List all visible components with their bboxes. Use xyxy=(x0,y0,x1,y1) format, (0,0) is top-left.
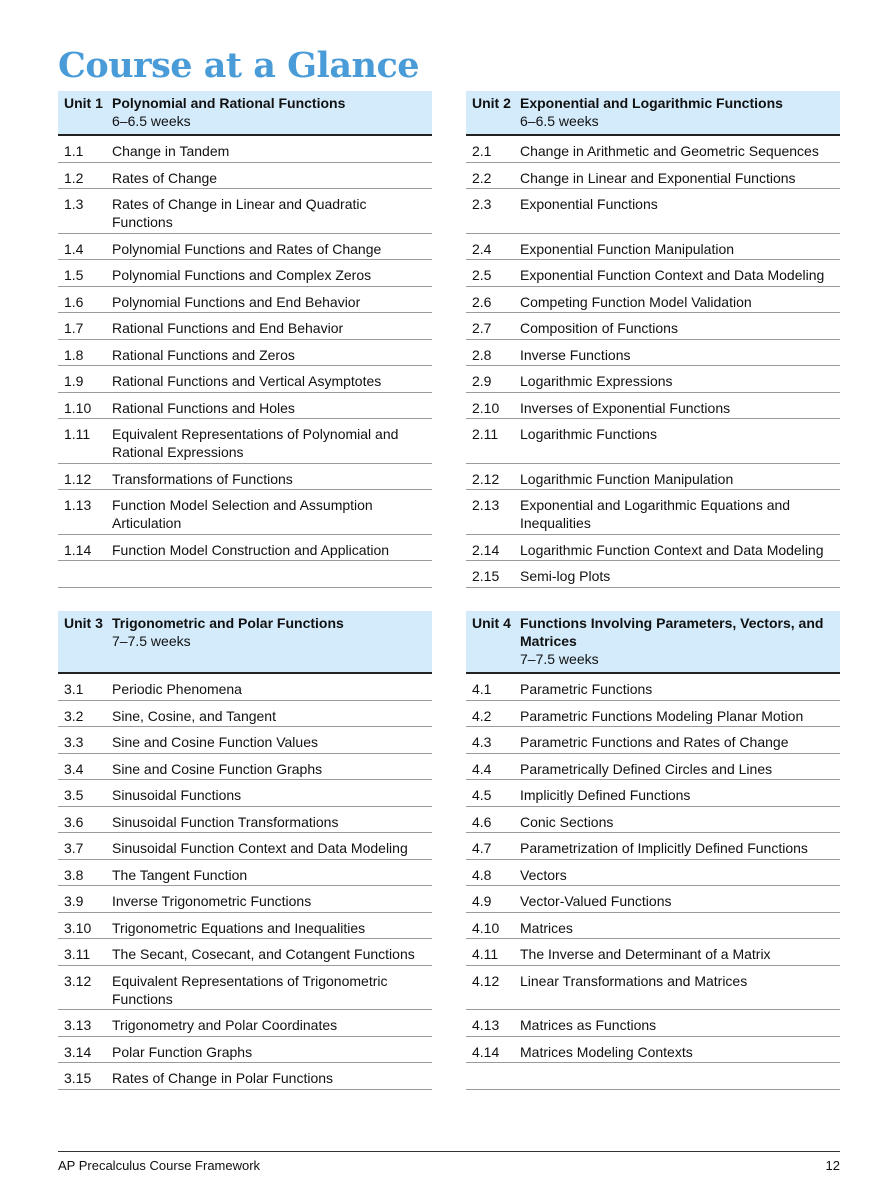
topic-title: Polynomial Functions and End Behavior xyxy=(112,293,361,310)
topic-title: Rational Functions and Holes xyxy=(112,399,295,416)
topic-row xyxy=(58,939,432,966)
topic-row xyxy=(58,1010,432,1037)
unit-3-table xyxy=(58,611,432,1090)
unit-name: Polynomial and Rational Functions xyxy=(112,95,346,111)
topic-number: 1.13 xyxy=(64,497,92,513)
topic-number: 2.6 xyxy=(472,293,492,310)
topic-title: Logarithmic Function Manipulation xyxy=(520,470,734,487)
topic-number: 1.6 xyxy=(64,293,84,310)
topic-number: 2.15 xyxy=(472,568,500,584)
topic-title: The Secant, Cosecant, and Cotangent Functions xyxy=(112,946,415,962)
topic-title: Transformations of Functions xyxy=(112,470,293,487)
topic-row xyxy=(58,535,432,562)
topic-title: Inverses of Exponential Functions xyxy=(520,399,731,416)
unit-weeks: 6–6.5 weeks xyxy=(112,113,191,129)
topic-title: The Tangent Function xyxy=(112,866,248,883)
topic-row xyxy=(466,464,840,491)
topic-title: Change in Tandem xyxy=(112,143,230,159)
topic-title: Sine and Cosine Function Graphs xyxy=(112,760,323,777)
topic-title: Rates of Change in Linear and Quadratic Functions xyxy=(112,196,367,230)
unit-name: Functions Involving Parameters, Vectors, and Matrices xyxy=(520,615,824,649)
topic-row xyxy=(466,287,840,314)
topic-title: Function Model Selection and Assumption Articulation xyxy=(112,497,373,531)
topic-title: Vectors xyxy=(520,866,567,883)
topic-row xyxy=(58,674,432,701)
topic-row xyxy=(466,1037,840,1064)
topic-title: Rational Functions and End Behavior xyxy=(112,320,344,336)
topic-row xyxy=(466,561,840,588)
topic-title: Equivalent Representations of Polynomial and Rational Expressions xyxy=(112,426,399,460)
topic-title: Conic Sections xyxy=(520,813,614,830)
topic-number: 3.3 xyxy=(64,734,84,750)
unit-1-table xyxy=(58,91,432,588)
topic-row xyxy=(58,189,432,234)
topic-row xyxy=(58,966,432,1011)
topic-title: Inverse Functions xyxy=(520,346,631,363)
topic-number: 2.2 xyxy=(472,169,492,186)
topic-title: Parametrization of Implicitly Defined Functions xyxy=(520,840,808,856)
topic-title: Logarithmic Functions xyxy=(520,426,657,442)
topic-row xyxy=(466,886,840,913)
topic-number: 1.1 xyxy=(64,143,84,159)
unit-2-table xyxy=(466,91,840,588)
topic-number: 3.11 xyxy=(64,946,91,962)
topic-row xyxy=(466,701,840,728)
topic-row xyxy=(58,913,432,940)
topic-row xyxy=(466,419,840,464)
topic-number: 4.1 xyxy=(472,681,492,697)
topic-number: 3.14 xyxy=(64,1043,92,1060)
topic-title: Sinusoidal Functions xyxy=(112,787,242,803)
topic-row xyxy=(58,780,432,807)
topic-number: 4.10 xyxy=(472,919,500,936)
topic-title: Equivalent Representations of Trigonometric Functions xyxy=(112,972,388,1007)
topic-number: 1.8 xyxy=(64,346,84,363)
topic-title: Change in Linear and Exponential Functions xyxy=(520,169,796,186)
topic-row xyxy=(58,313,432,340)
topic-row xyxy=(58,260,432,287)
topic-title: Matrices Modeling Contexts xyxy=(520,1043,693,1060)
topic-title: Competing Function Model Validation xyxy=(520,293,752,310)
empty-row xyxy=(58,561,432,588)
topic-number: 3.6 xyxy=(64,813,84,830)
topic-title: Polynomial Functions and Complex Zeros xyxy=(112,267,372,283)
topic-number: 2.3 xyxy=(472,196,492,212)
topic-title: Linear Transformations and Matrices xyxy=(520,972,748,989)
topic-title: Parametric Functions Modeling Planar Motion xyxy=(520,707,804,724)
topic-number: 4.14 xyxy=(472,1043,500,1060)
topic-row xyxy=(466,674,840,701)
topic-number: 4.9 xyxy=(472,893,492,909)
unit-weeks: 6–6.5 weeks xyxy=(520,113,599,129)
topic-number: 1.4 xyxy=(64,240,84,257)
topic-number: 3.10 xyxy=(64,919,92,936)
topic-number: 3.2 xyxy=(64,707,84,724)
topic-title: Exponential Functions xyxy=(520,196,658,212)
topic-number: 3.7 xyxy=(64,840,84,856)
page-title: Course at a Glance xyxy=(58,45,420,86)
topic-title: Inverse Trigonometric Functions xyxy=(112,893,312,909)
topic-title: Parametric Functions and Rates of Change xyxy=(520,734,789,750)
topic-number: 3.1 xyxy=(64,681,84,697)
topic-number: 1.11 xyxy=(64,426,91,442)
topic-row xyxy=(58,701,432,728)
topic-title: Implicitly Defined Functions xyxy=(520,787,691,803)
topic-row xyxy=(58,1037,432,1064)
topic-row xyxy=(466,833,840,860)
topic-title: Exponential Function Manipulation xyxy=(520,240,735,257)
topic-title: Logarithmic Expressions xyxy=(520,373,673,389)
topic-number: 1.7 xyxy=(64,320,84,336)
topic-row xyxy=(58,136,432,163)
topic-title: Exponential Function Context and Data Modeling xyxy=(520,267,825,283)
unit-name: Exponential and Logarithmic Functions xyxy=(520,95,783,111)
topic-number: 4.4 xyxy=(472,760,492,777)
topic-number: 4.8 xyxy=(472,866,492,883)
topic-title: Sinusoidal Function Context and Data Modeling xyxy=(112,840,408,856)
topic-title: Trigonometry and Polar Coordinates xyxy=(112,1017,338,1033)
topic-title: Exponential and Logarithmic Equations and Inequalities xyxy=(520,497,791,531)
unit-header xyxy=(466,91,840,136)
topic-number: 2.7 xyxy=(472,320,492,336)
footer-divider xyxy=(58,1151,840,1152)
topic-number: 3.12 xyxy=(64,972,92,989)
topic-row xyxy=(466,136,840,163)
topic-row xyxy=(466,860,840,887)
topic-row xyxy=(58,754,432,781)
topic-number: 3.8 xyxy=(64,866,84,883)
topic-title: Periodic Phenomena xyxy=(112,681,242,697)
topic-number: 4.3 xyxy=(472,734,492,750)
topic-title: Rates of Change xyxy=(112,169,218,186)
topic-row xyxy=(466,535,840,562)
topic-title: Sine and Cosine Function Values xyxy=(112,734,318,750)
topic-row xyxy=(466,393,840,420)
topic-title: Function Model Construction and Application xyxy=(112,541,390,558)
topic-row xyxy=(466,913,840,940)
topic-row xyxy=(58,419,432,464)
topic-row xyxy=(466,939,840,966)
topic-number: 4.11 xyxy=(472,946,499,962)
topic-row xyxy=(58,727,432,754)
topic-row xyxy=(466,313,840,340)
topic-title: Vector-Valued Functions xyxy=(520,893,672,909)
topic-number: 2.1 xyxy=(472,143,492,159)
topic-title: Matrices as Functions xyxy=(520,1017,657,1033)
topic-row xyxy=(466,260,840,287)
topic-row xyxy=(466,780,840,807)
topic-row xyxy=(466,807,840,834)
topic-title: Semi-log Plots xyxy=(520,568,611,584)
topic-number: 1.9 xyxy=(64,373,84,389)
unit-header xyxy=(466,611,840,674)
topic-row xyxy=(466,490,840,535)
topic-row xyxy=(58,163,432,190)
topic-number: 4.2 xyxy=(472,707,492,724)
unit-weeks: 7–7.5 weeks xyxy=(112,633,191,649)
topic-row xyxy=(466,754,840,781)
topic-row xyxy=(58,860,432,887)
unit-header xyxy=(58,91,432,136)
topic-number: 4.6 xyxy=(472,813,492,830)
empty-row xyxy=(466,1063,840,1090)
topic-number: 2.9 xyxy=(472,373,492,389)
topic-title: Logarithmic Function Context and Data Modeling xyxy=(520,541,824,558)
topic-number: 1.10 xyxy=(64,399,92,416)
topic-number: 3.13 xyxy=(64,1017,92,1033)
topic-title: Matrices xyxy=(520,919,573,936)
topic-title: Polar Function Graphs xyxy=(112,1043,253,1060)
topic-row xyxy=(466,189,840,234)
topic-title: Composition of Functions xyxy=(520,320,678,336)
unit-weeks: 7–7.5 weeks xyxy=(520,651,599,667)
topic-number: 4.5 xyxy=(472,787,492,803)
topic-title: Sine, Cosine, and Tangent xyxy=(112,707,276,724)
topic-row xyxy=(466,234,840,261)
topic-title: Rational Functions and Zeros xyxy=(112,346,295,363)
topic-row xyxy=(466,340,840,367)
topic-row xyxy=(58,807,432,834)
topic-number: 3.5 xyxy=(64,787,84,803)
topic-row xyxy=(466,163,840,190)
topic-title: Sinusoidal Function Transformations xyxy=(112,813,339,830)
topic-row xyxy=(58,833,432,860)
topic-row xyxy=(58,340,432,367)
topic-title: Rates of Change in Polar Functions xyxy=(112,1070,334,1086)
unit-name: Trigonometric and Polar Functions xyxy=(112,615,344,631)
topic-number: 3.4 xyxy=(64,760,84,777)
topic-number: 3.9 xyxy=(64,893,84,909)
topic-number: 1.5 xyxy=(64,267,84,283)
unit-label: Unit 4 xyxy=(472,615,511,631)
topic-row xyxy=(58,886,432,913)
topic-number: 4.7 xyxy=(472,840,492,856)
topic-number: 2.5 xyxy=(472,267,492,283)
unit-header xyxy=(58,611,432,674)
topic-title: Trigonometric Equations and Inequalities xyxy=(112,919,366,936)
topic-title: Rational Functions and Vertical Asymptotes xyxy=(112,373,382,389)
topic-number: 2.10 xyxy=(472,399,500,416)
topic-row xyxy=(466,1010,840,1037)
unit-label: Unit 1 xyxy=(64,95,103,111)
topic-title: Parametric Functions xyxy=(520,681,653,697)
topic-number: 2.12 xyxy=(472,470,500,487)
topic-title: The Inverse and Determinant of a Matrix xyxy=(520,946,771,962)
topic-row xyxy=(58,287,432,314)
page-number: 12 xyxy=(825,1158,840,1173)
topic-title: Change in Arithmetic and Geometric Sequences xyxy=(520,143,819,159)
topic-row xyxy=(58,1063,432,1090)
topic-title: Polynomial Functions and Rates of Change xyxy=(112,240,382,257)
topic-number: 1.14 xyxy=(64,541,92,558)
topic-number: 2.11 xyxy=(472,426,499,442)
topic-row xyxy=(58,366,432,393)
topic-row xyxy=(58,490,432,535)
topic-number: 2.8 xyxy=(472,346,492,363)
unit-label: Unit 2 xyxy=(472,95,511,111)
topic-number: 1.3 xyxy=(64,196,84,212)
topic-row xyxy=(466,966,840,1011)
topic-title: Parametrically Defined Circles and Lines xyxy=(520,760,773,777)
topic-number: 2.14 xyxy=(472,541,500,558)
topic-number: 2.4 xyxy=(472,240,492,257)
topic-row xyxy=(466,366,840,393)
topic-row xyxy=(58,234,432,261)
topic-row xyxy=(58,464,432,491)
topic-number: 1.2 xyxy=(64,169,84,186)
topic-row xyxy=(58,393,432,420)
topic-row xyxy=(466,727,840,754)
unit-4-table xyxy=(466,611,840,1090)
topic-number: 4.13 xyxy=(472,1017,500,1033)
topic-number: 4.12 xyxy=(472,972,500,989)
topic-number: 3.15 xyxy=(64,1070,92,1086)
footer-title: AP Precalculus Course Framework xyxy=(58,1158,261,1173)
topic-number: 2.13 xyxy=(472,497,500,513)
topic-number: 1.12 xyxy=(64,470,92,487)
unit-label: Unit 3 xyxy=(64,615,103,631)
